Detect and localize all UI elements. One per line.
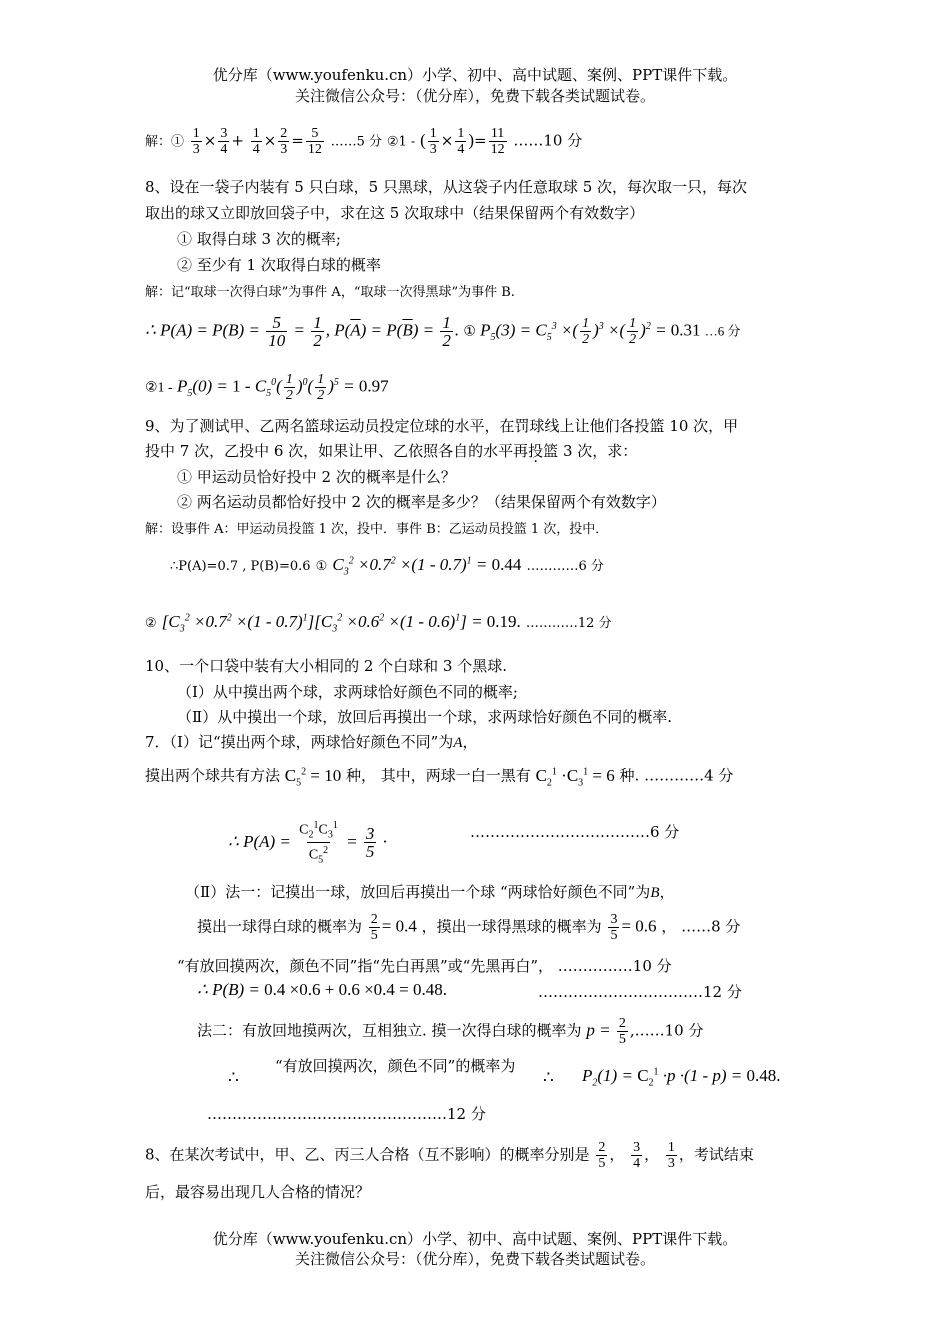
- q9-item-2: ② 两名运动员都恰好投中 2 次的概率是多少？（结果保留两个有效数字）: [177, 493, 666, 511]
- q9-answer-2: 0.19.: [486, 612, 521, 631]
- q8-formula-1: ∴ P(A) = P(B) = $\frac{5}{10}$ = $\frac{1}{2}$ , $P(\overline{A}) = P(\overline{B})$ = $\frac{1}{2}$ . ① $P_5(3) = C_5^3$ ×( $\frac{1}{2}$ )$^3$ ×( $\frac{1}{2}$ )$^2$ = 0.31 …6 分: [145, 313, 741, 350]
- q8-answer-1: 0.31: [670, 320, 701, 340]
- score-mark: ……5 分: [330, 134, 383, 150]
- q10-method-2-explain: “有放回摸两次，颜色不同”的概率为: [275, 1057, 516, 1075]
- score-mark-12b: …………………………………………12 分: [207, 1105, 486, 1123]
- q10-sol-2: 摸出两个球共有方法 $C_5^2 = 10$ 种， 其中，两球一白一黑有 $C_2^1 \cdot C_3^1 = 6$ 种. …………4 分: [145, 765, 734, 789]
- q10-method-2-formula: $P_2(1) = C_2^1 \cdot p \cdot(1 - p) = 0.48$.: [582, 1066, 781, 1089]
- score-mark: …………6 分: [526, 559, 604, 574]
- q10-method-1: （Ⅱ）法一：记摸出一球，放回后再摸出一个球 “两球恰好颜色不同”为B，: [185, 883, 675, 901]
- q9-solution: 解：设事件 A：甲运动员投篮 1 次，投中．事件 B：乙运动员投篮 1 次，投中．: [145, 522, 609, 537]
- therefore-symbol-2: ∴: [543, 1068, 554, 1087]
- q10-method-1-probs: 摸出一球得白球的概率为 $\frac{2}{5}$ = 0.4 ，摸出一球得黑球的概率为 $\frac{3}{5}$ = 0.6 ， ……8 分: [197, 912, 741, 943]
- therefore-symbol: ∴: [228, 1068, 239, 1087]
- q9-formula-2: ② $[C_3^2 \times 0.7^2 \times(1 - 0.7)^1][C_3^2 \times 0.6^2 \times(1 - 0.6)^1] = 0.19$. …………12 分: [145, 612, 612, 635]
- footer-line-2: 关注微信公众号：（优分库），免费下载各类试题试卷。: [294, 1250, 655, 1268]
- score-mark: …………12 分: [525, 616, 612, 631]
- solution-prev: 解：① $\frac{1}{3}$ × $\frac{3}{4}$ + $\frac{1}{4}$ × $\frac{2}{3}$ = $\frac{5}{12}$ ……5 分 ②1 - ( $\frac{1}{3}$ × $\frac{1}{4}$ )= $\frac{11}{12}$ ……10 分: [145, 126, 583, 157]
- q8-solution: 解：记“取球一次得白球”为事件 A，“取球一次得黑球”为事件 B.: [145, 285, 515, 300]
- q9-line-2c: 3 次，求：: [558, 442, 638, 460]
- score-mark-12: ……………………………12 分: [538, 983, 742, 1001]
- score-mark-8: ， ……8 分: [661, 917, 741, 936]
- q10-answer: 0.48.: [746, 1066, 781, 1085]
- score-mark-6: ………………………………6 分: [470, 823, 680, 841]
- q9-formula-1: ∴P(A)=0.7 , P(B)=0.6 ① $C_3^2 \times 0.7^2 \times(1 - 0.7)^1 = 0.44$ …………6 分: [170, 555, 604, 578]
- q10-sol-1-text: 7．（Ⅰ）记“摸出两个球，两球恰好颜色不同”为: [145, 733, 454, 751]
- q8-item-2: ② 至少有 1 次取得白球的概率: [177, 256, 381, 274]
- q8-line-1: 8、设在一袋子内装有 5 只白球，5 只黑球，从这袋子内任意取球 5 次，每次取一只，每次: [145, 178, 748, 196]
- q8-item-1: ① 取得白球 3 次的概率;: [177, 230, 341, 248]
- q9-answer-1: 0.44: [491, 555, 522, 574]
- q11-line-1a: 8、在某次考试中，甲、乙、丙三人合格（互不影响）的概率分别是: [145, 1145, 590, 1164]
- q9-line-2a: 投中 7 次，乙投中 6 次，如果让甲、乙依照各自的水平: [145, 442, 514, 460]
- q10-method-1-text: （Ⅱ）法一：记摸出一球，放回后再摸出一个球 “两球恰好颜色不同”为: [185, 883, 651, 901]
- q9-line-1: 9、为了测试甲、乙两名篮球运动员投定位球的水平，在罚球线上让他们各投篮 10 次，甲: [145, 417, 739, 435]
- footer-line-1: 优分库（www.youfenku.cn）小学、初中、高中试题、案例、PPT课件下载。: [212, 1230, 738, 1248]
- q11-line-1b: ，考试结束: [678, 1145, 754, 1164]
- q10-formula-pa: ∴ P(A) = $\frac{C_2^1C_3^1}{C_5^2}$ = $\frac{3}{5}$ ·: [228, 820, 387, 866]
- q10-method-1-explain: “有放回摸两次，颜色不同”指“先白再黑”或“先黑再白”， ……………10 分: [177, 957, 672, 975]
- q10-item-1: （Ⅰ）从中摸出两个球，求两球恰好颜色不同的概率;: [177, 683, 518, 701]
- score-mark-10: ……10 分: [634, 1021, 704, 1040]
- q10-sol-2a: 摸出两个球共有方法: [145, 766, 281, 785]
- q10-item-2: （Ⅱ）从中摸出一个球，放回后再摸出一个球，求两球恰好颜色不同的概率.: [177, 708, 672, 726]
- q8-line-2: 取出的球又立即放回袋子中，求在这 5 次取球中（结果保留两个有效数字）: [145, 204, 645, 222]
- q9-given: ∴P(A)=0.7 , P(B)=0.6: [170, 559, 311, 574]
- q9-line-2: [145, 441, 637, 461]
- q9-item-1: ① 甲运动员恰好投中 2 次的概率是什么？: [177, 468, 456, 486]
- q10-line-1: 10、一个口袋中装有大小相同的 2 个白球和 3 个黑球.: [145, 657, 508, 675]
- header-line-2: 关注微信公众号：（优分库），免费下载各类试题试卷。: [294, 87, 655, 105]
- q10-sol-2b: 种， 其中，两球一白一黑有: [346, 766, 531, 785]
- q10-sol-2c: 种. …………4 分: [619, 766, 734, 785]
- q11-line-1: 8、在某次考试中，甲、乙、丙三人合格（互不影响）的概率分别是 $\frac{2}{5}$ ， $\frac{3}{4}$ ， $\frac{1}{3}$ ，考试结束: [145, 1140, 754, 1171]
- q10-method-2: 法二：有放回地摸两次，互相独立. 摸一次得白球的概率为 p = $\frac{2}{5}$ ,……10 分: [197, 1016, 704, 1047]
- q10-sol-1: 7．（Ⅰ）记“摸出两个球，两球恰好颜色不同”为A，: [145, 733, 478, 751]
- score-mark: ……10 分: [513, 131, 583, 150]
- q10-prob-white-label: 摸出一球得白球的概率为: [197, 917, 363, 936]
- header-line-1: 优分库（www.youfenku.cn）小学、初中、高中试题、案例、PPT课件下载。: [212, 66, 738, 84]
- q11-line-2: 后，最容易出现几人合格的情况？: [145, 1183, 371, 1201]
- q10-prob-black-label: ，摸出一球得黑球的概率为: [421, 917, 602, 936]
- q10-method-2-text: 法二：有放回地摸两次，互相独立. 摸一次得白球的概率为: [197, 1021, 582, 1040]
- q9-emphasis: 再投篮: [513, 442, 559, 460]
- q10-method-1-result: ∴ P(B) = 0.4 ×0.6 + 0.6 ×0.4 = 0.48.: [197, 980, 447, 999]
- q8-formula-2: ②1 - $P_5(0) = 1 - C_5^0$( $\frac{1}{2}$ )$^0$( $\frac{1}{2}$ )$^5$ = 0.97: [145, 372, 389, 403]
- solution-label: 解：①: [145, 134, 185, 150]
- score-mark: …6 分: [704, 323, 741, 339]
- q8-answer-2: 0.97: [358, 376, 389, 396]
- solution-part-2: ②1 -: [386, 134, 416, 150]
